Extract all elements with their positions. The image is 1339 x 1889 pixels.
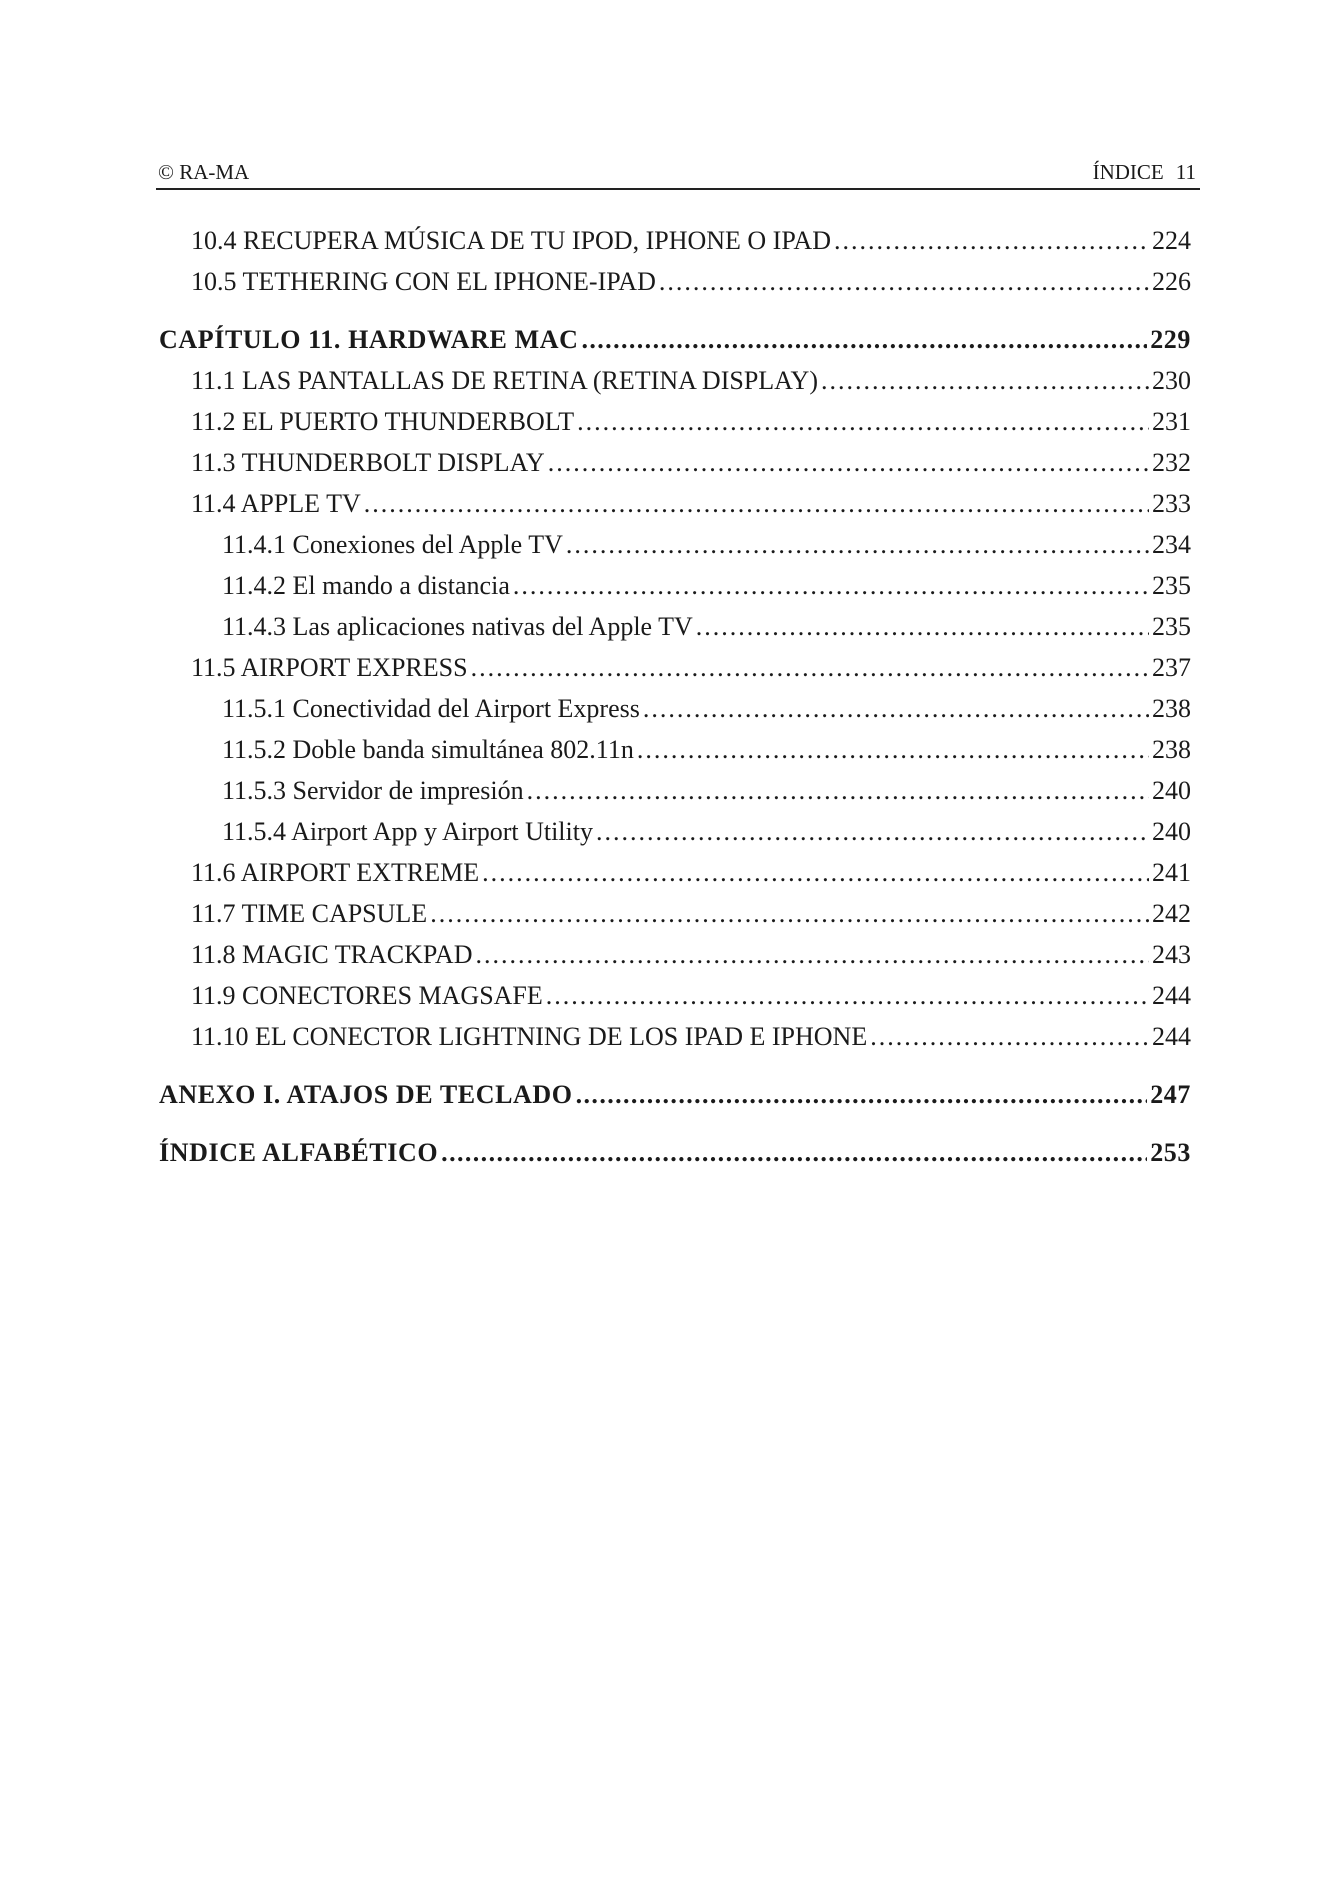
toc-entry-11-10 bbox=[159, 1016, 1191, 1057]
toc-entry-title: 11.1 LAS PANTALLAS DE RETINA (RETINA DISPLAY) bbox=[191, 366, 818, 395]
toc-entry-page: 240 bbox=[1152, 776, 1191, 805]
toc-entry-11-5-2 bbox=[159, 729, 1191, 770]
toc-entry-page: 244 bbox=[1152, 1022, 1191, 1051]
table-of-contents bbox=[159, 220, 1191, 1173]
toc-entry-page: 231 bbox=[1152, 407, 1191, 436]
toc-entry-title: 11.5.2 Doble banda simultánea 802.11n bbox=[222, 735, 634, 764]
toc-entry-title: 11.4 APPLE TV bbox=[191, 489, 361, 518]
header-title: ÍNDICE bbox=[1092, 160, 1164, 184]
dot-leader bbox=[696, 606, 1149, 647]
toc-entry-title: 11.8 MAGIC TRACKPAD bbox=[191, 940, 473, 969]
header-publisher: © RA-MA bbox=[158, 160, 250, 184]
header-page-number: 11 bbox=[1175, 160, 1196, 184]
toc-entry-title: 11.2 EL PUERTO THUNDERBOLT bbox=[191, 407, 575, 436]
dot-leader bbox=[546, 975, 1149, 1016]
header-section bbox=[1093, 160, 1196, 185]
toc-entry-title: 11.9 CONECTORES MAGSAFE bbox=[191, 981, 543, 1010]
toc-entry-page: 240 bbox=[1152, 817, 1191, 846]
dot-leader bbox=[596, 811, 1149, 852]
running-header bbox=[156, 160, 1200, 190]
toc-entry-title: 11.10 EL CONECTOR LIGHTNING DE LOS IPAD E IPHONE bbox=[191, 1022, 868, 1051]
toc-appendix-1 bbox=[159, 1074, 1191, 1115]
toc-entry-page: 237 bbox=[1152, 653, 1191, 682]
toc-entry-page: 238 bbox=[1152, 735, 1191, 764]
toc-entry-page: 234 bbox=[1152, 530, 1191, 559]
toc-entry-page: 235 bbox=[1152, 612, 1191, 641]
toc-entry-page: 230 bbox=[1152, 366, 1191, 395]
toc-chapter-11 bbox=[159, 319, 1191, 360]
toc-entry-page: 226 bbox=[1152, 267, 1191, 296]
dot-leader bbox=[471, 647, 1149, 688]
dot-leader bbox=[834, 220, 1149, 261]
toc-entry-page: 224 bbox=[1152, 226, 1191, 255]
toc-entry-11-2 bbox=[159, 401, 1191, 442]
dot-leader bbox=[441, 1132, 1147, 1173]
toc-entry-title: 11.3 THUNDERBOLT DISPLAY bbox=[191, 448, 545, 477]
toc-entry-title: 11.4.3 Las aplicaciones nativas del Apple TV bbox=[222, 612, 693, 641]
toc-entry-page: 235 bbox=[1152, 571, 1191, 600]
toc-entry-page: 232 bbox=[1152, 448, 1191, 477]
toc-entry-11-4-1 bbox=[159, 524, 1191, 565]
dot-leader bbox=[482, 852, 1149, 893]
dot-leader bbox=[821, 360, 1149, 401]
toc-entry-page: 244 bbox=[1152, 981, 1191, 1010]
toc-entry-title: 11.4.1 Conexiones del Apple TV bbox=[222, 530, 563, 559]
dot-leader bbox=[513, 565, 1149, 606]
dot-leader bbox=[430, 893, 1149, 934]
toc-entry-title: 11.7 TIME CAPSULE bbox=[191, 899, 428, 928]
toc-entry-11-9 bbox=[159, 975, 1191, 1016]
dot-leader bbox=[475, 934, 1149, 975]
dot-leader bbox=[576, 1074, 1148, 1115]
dot-leader bbox=[527, 770, 1149, 811]
toc-chapter-title: ANEXO I. ATAJOS DE TECLADO bbox=[159, 1080, 573, 1109]
dot-leader bbox=[581, 319, 1147, 360]
toc-entry-page: 243 bbox=[1152, 940, 1191, 969]
toc-chapter-page: 247 bbox=[1150, 1080, 1191, 1109]
dot-leader bbox=[364, 483, 1149, 524]
toc-entry-11-5 bbox=[159, 647, 1191, 688]
toc-entry-title: 11.4.2 El mando a distancia bbox=[222, 571, 510, 600]
toc-entry-11-6 bbox=[159, 852, 1191, 893]
toc-entry-page: 238 bbox=[1152, 694, 1191, 723]
dot-leader bbox=[566, 524, 1149, 565]
toc-entry-title: 10.4 RECUPERA MÚSICA DE TU IPOD, IPHONE O IPAD bbox=[191, 226, 831, 255]
dot-leader bbox=[870, 1016, 1149, 1057]
toc-entry-page: 233 bbox=[1152, 489, 1191, 518]
dot-leader bbox=[659, 261, 1149, 302]
dot-leader bbox=[643, 688, 1149, 729]
toc-chapter-page: 253 bbox=[1150, 1138, 1191, 1167]
toc-entry-title: 11.5.4 Airport App y Airport Utility bbox=[222, 817, 593, 846]
dot-leader bbox=[637, 729, 1149, 770]
toc-entry-11-4-3 bbox=[159, 606, 1191, 647]
toc-entry-11-7 bbox=[159, 893, 1191, 934]
toc-chapter-title: ÍNDICE ALFABÉTICO bbox=[159, 1138, 439, 1167]
toc-entry-10-4 bbox=[159, 220, 1191, 261]
toc-entry-title: 11.5 AIRPORT EXPRESS bbox=[191, 653, 468, 682]
toc-entry-title: 10.5 TETHERING CON EL IPHONE-IPAD bbox=[191, 267, 656, 296]
toc-entry-title: 11.5.3 Servidor de impresión bbox=[222, 776, 524, 805]
toc-entry-11-5-1 bbox=[159, 688, 1191, 729]
toc-chapter-page: 229 bbox=[1150, 325, 1191, 354]
toc-entry-title: 11.5.1 Conectividad del Airport Express bbox=[222, 694, 640, 723]
toc-entry-11-4 bbox=[159, 483, 1191, 524]
toc-entry-10-5 bbox=[159, 261, 1191, 302]
toc-entry-title: 11.6 AIRPORT EXTREME bbox=[191, 858, 480, 887]
toc-entry-11-5-3 bbox=[159, 770, 1191, 811]
toc-entry-11-4-2 bbox=[159, 565, 1191, 606]
toc-entry-11-3 bbox=[159, 442, 1191, 483]
toc-chapter-title: CAPÍTULO 11. HARDWARE MAC bbox=[159, 325, 579, 354]
toc-entry-page: 242 bbox=[1152, 899, 1191, 928]
toc-entry-page: 241 bbox=[1152, 858, 1191, 887]
dot-leader bbox=[577, 401, 1149, 442]
toc-entry-11-1 bbox=[159, 360, 1191, 401]
dot-leader bbox=[548, 442, 1149, 483]
toc-entry-11-8 bbox=[159, 934, 1191, 975]
toc-entry-11-5-4 bbox=[159, 811, 1191, 852]
toc-alphabetical-index bbox=[159, 1132, 1191, 1173]
